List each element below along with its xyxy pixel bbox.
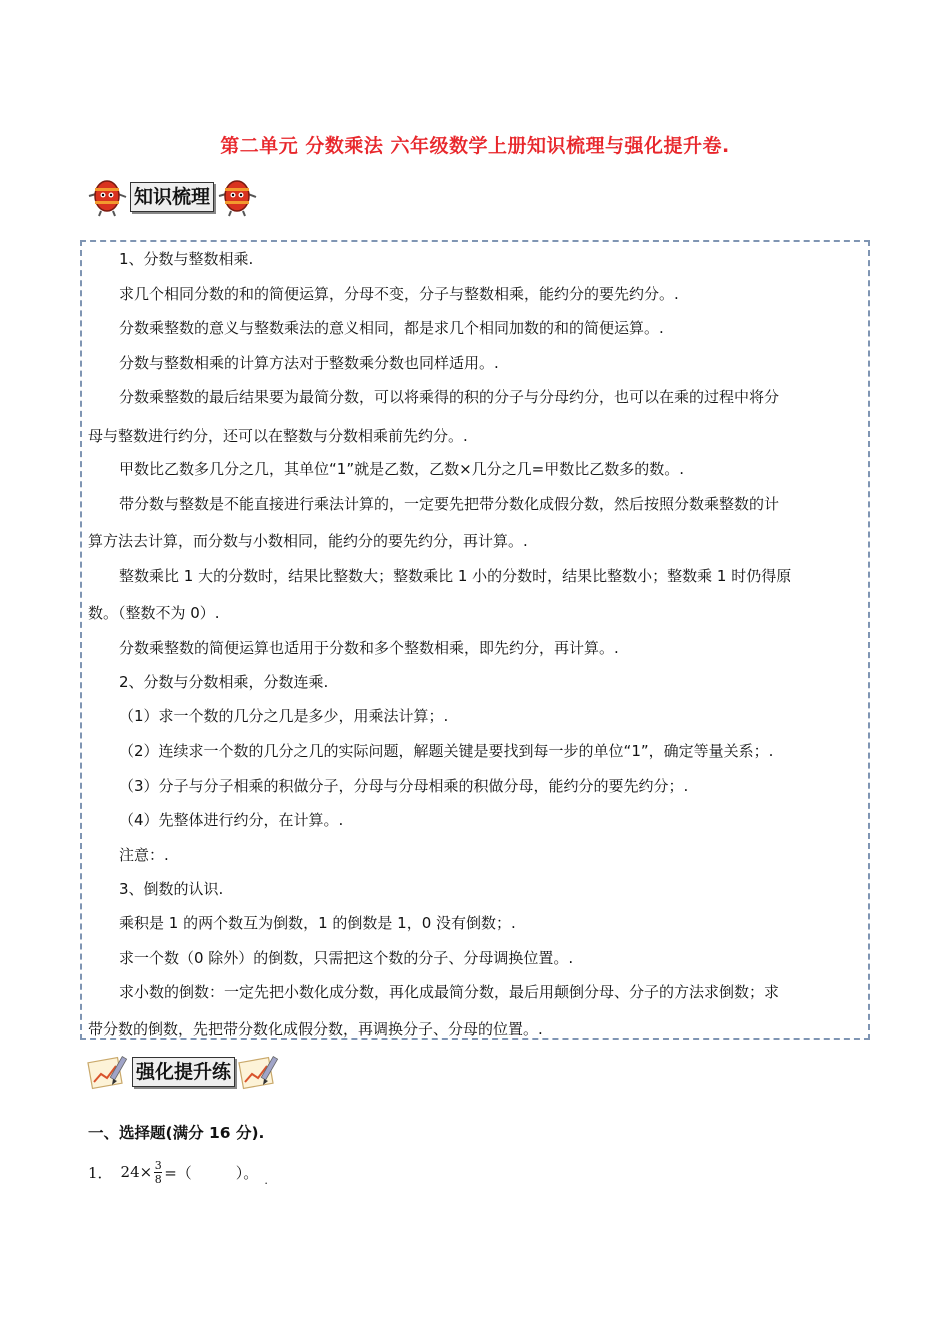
section-header-practice: [86, 1052, 281, 1092]
knowledge-line: 2、分数与分数相乘，分数连乘.: [119, 673, 329, 691]
knowledge-line: 分数乘整数的简便运算也适用于分数和多个整数相乘，即先约分，再计算。.: [119, 639, 619, 657]
knowledge-line: （3）分子与分子相乘的积做分子，分母与分母相乘的积做分母，能约分的要先约分；.: [119, 777, 689, 795]
knowledge-line: 分数与整数相乘的计算方法对于整数乘分数也同样适用。.: [119, 354, 499, 372]
fraction: [154, 1160, 162, 1185]
section-header-knowledge: [86, 176, 258, 218]
knowledge-line: 数。（整数不为 0）.: [88, 604, 220, 622]
knowledge-line: 注意：.: [119, 846, 169, 864]
knowledge-line: 1、分数与整数相乘.: [119, 250, 254, 268]
knowledge-line: 带分数的倒数，先把带分数化成假分数，再调换分子、分母的位置。.: [88, 1020, 543, 1038]
pencil-chart-icon: [86, 1052, 130, 1092]
knowledge-line: （4）先整体进行约分，在计算。.: [119, 811, 344, 829]
knowledge-line: 分数乘整数的最后结果要为最简分数，可以将乘得的积的分子与分母约分，也可以在乘的过程中将分: [119, 388, 780, 406]
knowledge-line: 整数乘比 1 大的分数时，结果比整数大；整数乘比 1 小的分数时，结果比整数小；整数乘 1 时仍得原: [119, 567, 792, 585]
question-integer: 24: [120, 1163, 140, 1181]
times-sign: ×: [139, 1163, 153, 1181]
section-label-practice: 强化提升练: [132, 1057, 235, 1087]
page-title: 第二单元 分数乘法 六年级数学上册知识梳理与强化提升卷.: [220, 135, 730, 157]
knowledge-line: 3、倒数的认识.: [119, 880, 224, 898]
fraction-denominator: 8: [154, 1172, 162, 1186]
barrel-mascot-icon: [216, 176, 258, 218]
knowledge-line: 母与整数进行约分，还可以在整数与分数相乘前先约分。.: [88, 427, 468, 445]
trailing-mark: .: [264, 1173, 268, 1187]
equals-open-paren: =（: [164, 1163, 192, 1182]
question-number: 1．: [88, 1163, 113, 1182]
knowledge-line: 求几个相同分数的和的简便运算，分母不变，分子与整数相乘，能约分的要先约分。.: [119, 285, 679, 303]
section-label-knowledge: 知识梳理: [130, 182, 214, 212]
knowledge-line: 算方法去计算，而分数与小数相同，能约分的要先约分，再计算。.: [88, 532, 528, 550]
question-1: [88, 1157, 268, 1187]
knowledge-line: （1）求一个数的几分之几是多少，用乘法计算；.: [119, 707, 449, 725]
knowledge-line: 分数乘整数的意义与整数乘法的意义相同，都是求几个相同加数的和的简便运算。.: [119, 319, 664, 337]
exercise-heading: 一、选择题(满分 16 分).: [88, 1124, 265, 1142]
close-paren: ）。: [235, 1163, 259, 1182]
knowledge-line: 甲数比乙数多几分之几，其单位“1”就是乙数，乙数×几分之几=甲数比乙数多的数。.: [119, 460, 684, 478]
knowledge-line: 求小数的倒数：一定先把小数化成分数，再化成最简分数，最后用颠倒分母、分子的方法求倒数；求: [119, 983, 780, 1001]
pencil-chart-icon: [237, 1052, 281, 1092]
knowledge-line: 带分数与整数是不能直接进行乘法计算的，一定要先把带分数化成假分数，然后按照分数乘整数的计: [119, 495, 780, 513]
barrel-mascot-icon: [86, 176, 128, 218]
knowledge-line: （2）连续求一个数的几分之几的实际问题，解题关键是要找到每一步的单位“1”，确定等量关系；.: [119, 742, 774, 760]
knowledge-line: 乘积是 1 的两个数互为倒数，1 的倒数是 1，0 没有倒数；.: [119, 914, 516, 932]
knowledge-line: 求一个数（0 除外）的倒数，只需把这个数的分子、分母调换位置。.: [119, 949, 574, 967]
fraction-numerator: 3: [154, 1158, 162, 1172]
